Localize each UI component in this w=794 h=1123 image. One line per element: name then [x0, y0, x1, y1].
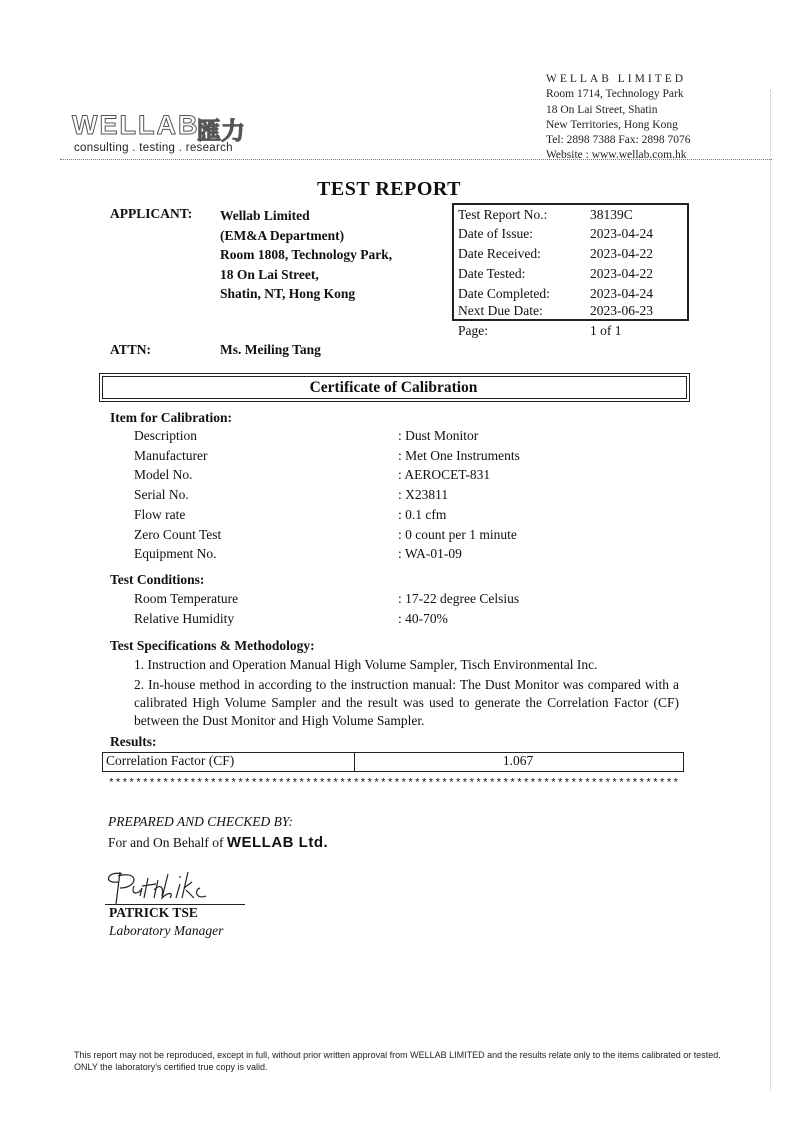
address-line: New Territories, Hong Kong: [546, 118, 678, 131]
footer-disclaimer: This report may not be reproduced, except in full, without prior written approval from WELLAB LIMITED and the results relate only to the items calibrated or tested. ONLY the laboratory's certified true copy is valid.: [74, 1050, 721, 1072]
info-label-date-completed: Date Completed:: [458, 286, 550, 301]
info-value-date-completed: 2023-04-24: [590, 286, 653, 301]
address-line: Room 1714, Technology Park: [546, 88, 684, 101]
applicant-line: (EM&A Department): [220, 227, 345, 243]
applicant-label: APPLICANT:: [110, 206, 193, 221]
info-value-date-received: 2023-04-22: [590, 246, 653, 261]
company-address-block: [546, 72, 691, 164]
certificate-title: Certificate of Calibration: [309, 379, 478, 396]
attn-label: ATTN:: [110, 342, 152, 357]
condition-label-temperature: Room Temperature: [134, 591, 239, 606]
item-section-heading: Item for Calibration:: [110, 410, 232, 425]
applicant-address: [220, 206, 392, 304]
applicant-line: Shatin, NT, Hong Kong: [220, 286, 356, 302]
on-behalf-line: [108, 834, 328, 851]
company-name: WELLAB LIMITED: [546, 73, 687, 85]
spec-section-heading: Test Specifications & Methodology:: [110, 638, 315, 653]
result-value-cf: 1.067: [502, 753, 534, 768]
info-label-page: Page:: [458, 323, 488, 338]
applicant-line: Wellab Limited: [220, 208, 310, 223]
info-value-date-of-issue: 2023-04-24: [590, 226, 653, 241]
info-label-date-of-issue: Date of Issue:: [458, 226, 533, 241]
signatory-title: Laboratory Manager: [109, 923, 224, 938]
item-value-serial: : X23811: [398, 487, 449, 502]
header-divider: [60, 159, 772, 160]
condition-value-humidity: : 40-70%: [398, 611, 448, 626]
info-label-date-received: Date Received:: [458, 246, 541, 261]
item-value-description: : Dust Monitor: [398, 428, 479, 443]
item-label-flow-rate: Flow rate: [134, 507, 186, 522]
spec-item: 1. Instruction and Operation Manual High Volume Sampler, Tisch Environmental Inc.: [134, 657, 598, 672]
item-label-equipment-no: Equipment No.: [134, 546, 217, 561]
prepared-by-heading: PREPARED AND CHECKED BY:: [108, 814, 293, 829]
item-label-model: Model No.: [134, 467, 193, 482]
info-value-date-tested: 2023-04-22: [590, 266, 653, 281]
company-logo-wordmark: WELLAB: [72, 110, 200, 140]
conditions-section-heading: Test Conditions:: [110, 572, 205, 587]
info-value-next-due-date: 2023-06-23: [590, 303, 653, 318]
address-line: 18 On Lai Street, Shatin: [546, 103, 658, 116]
applicant-line: 18 On Lai Street,: [220, 266, 319, 282]
website-line: Website : www.wellab.com.hk: [546, 149, 687, 162]
item-label-manufacturer: Manufacturer: [134, 448, 208, 463]
attn-name: Ms. Meiling Tang: [220, 342, 321, 357]
info-label-next-due-date: Next Due Date:: [458, 303, 543, 318]
contact-line: Tel: 2898 7388 Fax: 2898 7076: [546, 134, 691, 147]
applicant-line: Room 1808, Technology Park,: [220, 247, 393, 263]
item-value-zero-count: : 0 count per 1 minute: [398, 527, 517, 542]
item-label-zero-count: Zero Count Test: [134, 527, 222, 542]
item-label-description: Description: [134, 428, 197, 443]
item-value-flow-rate: : 0.1 cfm: [398, 507, 447, 522]
item-value-equipment-no: : WA-01-09: [398, 546, 462, 561]
info-value-report-no: 38139C: [590, 207, 633, 222]
condition-value-temperature: : 17-22 degree Celsius: [398, 591, 520, 606]
info-label-report-no: Test Report No.:: [458, 207, 548, 222]
result-label-cf: Correlation Factor (CF): [106, 753, 235, 768]
results-heading: Results:: [110, 734, 157, 749]
info-value-page: 1 of 1: [590, 323, 622, 338]
info-label-date-tested: Date Tested:: [458, 266, 526, 281]
on-behalf-prefix: For and On Behalf of: [108, 835, 227, 850]
report-title: TEST REPORT: [317, 178, 461, 200]
company-tagline: consulting . testing . research: [74, 142, 233, 154]
company-logo-chinese: 匯力: [197, 117, 245, 145]
item-value-manufacturer: : Met One Instruments: [398, 448, 520, 463]
item-label-serial: Serial No.: [134, 487, 189, 502]
on-behalf-company: WELLAB Ltd.: [226, 834, 329, 851]
scan-edge-line: [770, 90, 771, 1090]
condition-label-humidity: Relative Humidity: [134, 611, 235, 626]
end-of-results-separator: ************************************************************************************: [108, 778, 680, 790]
spec-item: 2. In-house method in according to the instruction manual: The Dust Monitor was compared with a calibrated High Volume Sampler and the result was used to generate the Correlation Factor (CF) between the Dust Monitor and High Volume Sampler.: [134, 677, 679, 728]
item-value-model: : AEROCET-831: [398, 467, 491, 482]
signatory-name: PATRICK TSE: [109, 905, 198, 920]
